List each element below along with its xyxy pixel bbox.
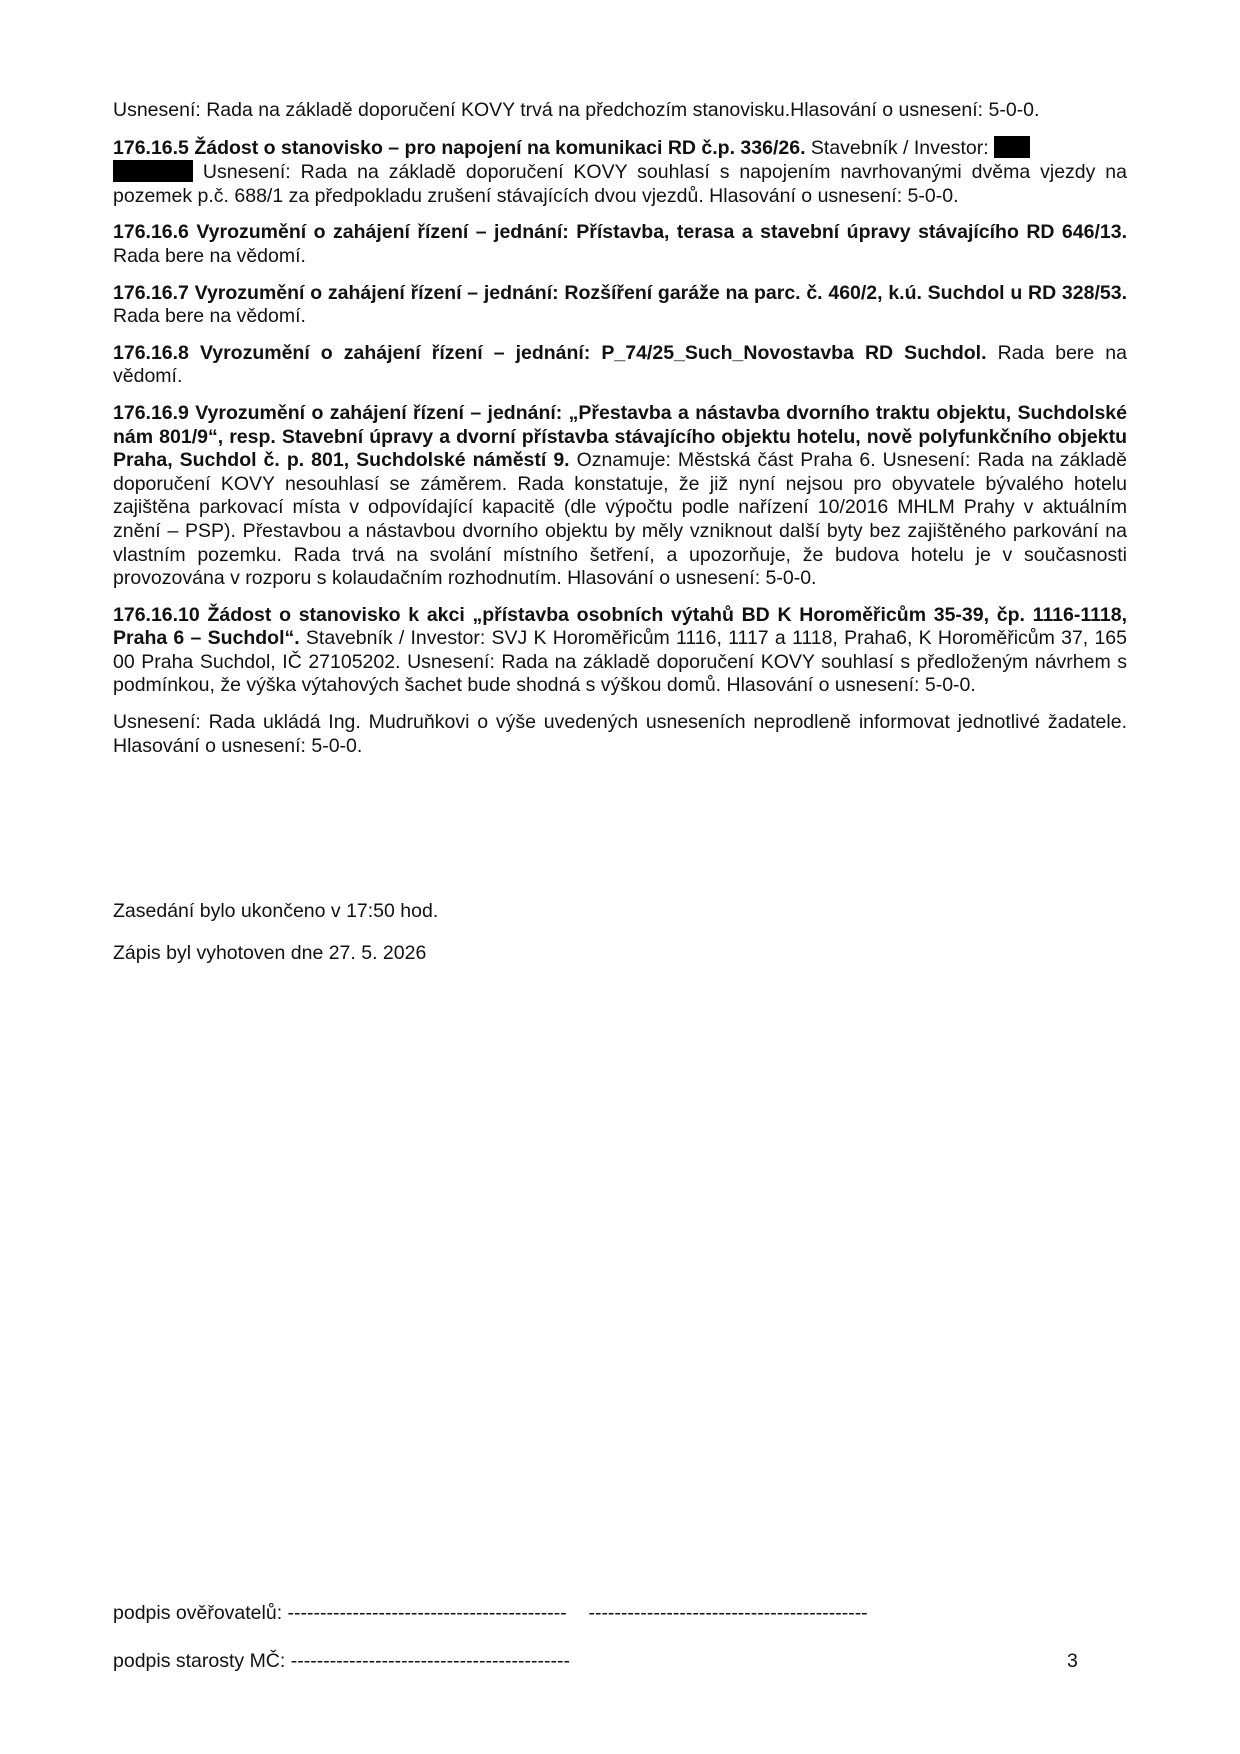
item-heading: 176.16.5 Žádost o stanovisko – pro napojení na komunikaci RD č.p. 336/26.: [113, 136, 806, 159]
item-text: Stavebník / Investor: SVJ K Horoměřicům 1116, 1117 a 1118, Praha6, K Horoměřicům 37, 165 00 Praha Suchdol, IČ 27105202. Usnesení: Rada na základě doporučení KOVY souhlasí s předloženým návrhem s podmínkou, že výška výtahových šachet bude shodná s výškou domů. Hlasování o usnesení: 5-0-0.: [113, 627, 1127, 697]
signature-line: -------------------------------------------: [588, 1602, 868, 1624]
item-text: Rada bere na vědomí.: [113, 244, 306, 267]
meeting-end-note: Zasedání bylo ukončeno v 17:50 hod.: [113, 900, 439, 922]
redaction-block: [994, 136, 1030, 158]
signature-line: -------------------------------------------: [287, 1602, 567, 1624]
resolution-paragraph: [113, 99, 1127, 123]
item-text: Stavebník / Investor:: [805, 136, 995, 159]
document-body: [113, 99, 1127, 771]
item-176-16-5: [113, 136, 1127, 209]
resolution-paragraph: [113, 711, 1127, 758]
item-176-16-8: [113, 342, 1127, 389]
item-176-16-6: [113, 221, 1127, 268]
item-heading: 176.16.10 Žádost o stanovisko k akci „přístavba osobních výtahů BD K Horoměřicům 35-39, čp. 1116-1118, Praha 6 – Suchdol“.: [113, 603, 1127, 650]
item-176-16-7: [113, 282, 1127, 329]
redaction-block: [113, 160, 193, 182]
signature-line: -------------------------------------------: [290, 1650, 570, 1672]
verifiers-signature-label: podpis ověřovatelů:: [113, 1602, 283, 1624]
item-text: Rada bere na vědomí.: [113, 341, 1127, 388]
item-heading: 176.16.7 Vyrozumění o zahájení řízení – jednání: Rozšíření garáže na parc. č. 460/2, k.ú. Suchdol u RD 328/53.: [113, 281, 1127, 304]
item-heading: 176.16.9 Vyrozumění o zahájení řízení – jednání: „Přestavba a nástavba dvorního traktu objektu, Suchdolské nám 801/9“, resp. Stavební úpravy a dvorní přístavba stávajícího objektu hotelu, nově polyfunkčního objektu Praha, Suchdol č. p. 801, Suchdolské náměstí 9.: [113, 401, 1127, 472]
item-heading: 176.16.8 Vyrozumění o zahájení řízení – jednání: P_74/25_Such_Novostavba RD Suchdol.: [113, 341, 987, 364]
item-176-16-9: [113, 402, 1127, 591]
mayor-signature-label: podpis starosty MČ:: [113, 1650, 286, 1672]
resolution-text: Usnesení: Rada ukládá Ing. Mudruňkovi o výše uvedených usneseních neprodleně informovat jednotlivé žadatele. Hlasování o usnesení: 5-0-0.: [113, 711, 1127, 757]
resolution-text: Usnesení: Rada na základě doporučení KOVY trvá na předchozím stanovisku.Hlasování o usnesení: 5-0-0.: [113, 99, 1040, 121]
item-text: Oznamuje: Městská část Praha 6. Usnesení: Rada na základě doporučení KOVY nesouhlasí se záměrem. Rada konstatuje, že již nyní nejsou pro obyvatele bývalého hotelu zajištěna parkovací místa v odpovídající kapacitě (dle výpočtu podle nařízení 10/2016 MHLM Prahy v aktuálním znění – PSP). Přestavbou a nástavbou dvorního objektu by měly vzniknout další byty bez zajištěného parkování na vlastním pozemku. Rada trvá na svolání místního šetření, a upozorňuje, že budova hotelu je v současnosti provozována v rozporu s kolaudačním rozhodnutím. Hlasování o usnesení: 5-0-0.: [113, 449, 1128, 590]
item-heading: 176.16.6 Vyrozumění o zahájení řízení – jednání: Přístavba, terasa a stavební úpravy stávajícího RD 646/13.: [113, 221, 1127, 244]
item-text: Rada bere na vědomí.: [113, 305, 306, 328]
item-text: Usnesení: Rada na základě doporučení KOVY souhlasí s napojením navrhovanými dvěma vjezdy na pozemek p.č. 688/1 za předpokladu zrušení stávajících dvou vjezdů. Hlasování o usnesení: 5-0-0.: [113, 161, 1127, 207]
item-176-16-10: [113, 604, 1127, 698]
verifiers-signature-row: [113, 1602, 868, 1626]
page-number: 3: [1067, 1650, 1078, 1672]
mayor-signature-row: [113, 1650, 570, 1674]
minutes-date-note: Zápis byl vyhotoven dne 27. 5. 2026: [113, 942, 427, 964]
